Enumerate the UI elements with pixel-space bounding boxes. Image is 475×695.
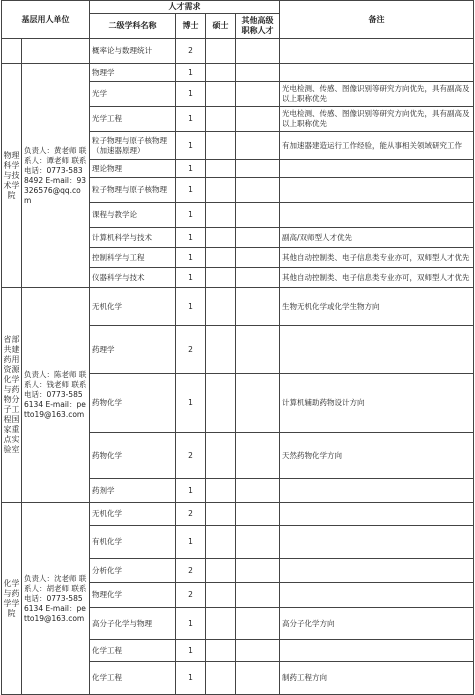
remark-cell: [280, 583, 474, 608]
master-count: [206, 160, 236, 178]
other-count: [236, 608, 280, 640]
discipline-cell: 仪器科学与技术: [90, 268, 176, 288]
remark-cell: 天然药物化学方向: [280, 433, 474, 479]
master-count: [206, 203, 236, 228]
discipline-cell: 药物化学: [90, 433, 176, 479]
table-row: [2, 288, 474, 326]
discipline-cell: 粒子物理与原子核物理（加速器原理）: [90, 132, 176, 160]
discipline-cell: 光学工程: [90, 107, 176, 132]
master-count: [206, 374, 236, 433]
remark-cell: 副高/双师型人才优先: [280, 228, 474, 248]
master-count: [206, 608, 236, 640]
phd-count: 2: [176, 503, 206, 526]
discipline-cell: 无机化学: [90, 288, 176, 326]
other-count: [236, 583, 280, 608]
other-count: [236, 326, 280, 374]
other-count: [236, 228, 280, 248]
master-count: [206, 132, 236, 160]
other-count: [236, 640, 280, 662]
other-count: [236, 107, 280, 132]
remark-cell: [280, 526, 474, 559]
other-count: [236, 203, 280, 228]
phd-count: 2: [176, 326, 206, 374]
talent-demand-table: [1, 0, 474, 695]
master-count: [206, 479, 236, 503]
phd-count: 2: [176, 559, 206, 583]
header-other: 其他高级职称人才: [236, 14, 280, 39]
phd-count: 2: [176, 583, 206, 608]
discipline-cell: 有机化学: [90, 526, 176, 559]
other-count: [236, 248, 280, 268]
remark-cell: [280, 178, 474, 203]
other-count: [236, 132, 280, 160]
header-unit: 基层用人单位: [2, 1, 90, 39]
phd-count: 1: [176, 608, 206, 640]
header-remark: 备注: [280, 1, 474, 39]
phd-count: 2: [176, 433, 206, 479]
discipline-cell: 药理学: [90, 326, 176, 374]
remark-cell: [280, 503, 474, 526]
phd-count: 2: [176, 39, 206, 64]
discipline-cell: 高分子化学与物理: [90, 608, 176, 640]
other-count: [236, 39, 280, 64]
discipline-cell: 光学: [90, 82, 176, 107]
other-count: [236, 64, 280, 82]
other-count: [236, 479, 280, 503]
other-count: [236, 559, 280, 583]
remark-cell: [280, 160, 474, 178]
phd-count: 1: [176, 107, 206, 132]
other-count: [236, 374, 280, 433]
remark-cell: 其他自动控制类、电子信息类专业亦可，双师型人才优先: [280, 248, 474, 268]
master-count: [206, 526, 236, 559]
unit-name: [2, 39, 22, 64]
master-count: [206, 583, 236, 608]
discipline-cell: 粒子物理与原子核物理: [90, 178, 176, 203]
remark-cell: [280, 326, 474, 374]
remark-cell: [280, 64, 474, 82]
remark-cell: [280, 640, 474, 662]
master-count: [206, 288, 236, 326]
unit-name: 省部共建药用资源化学与药物分子工程国家重点实验室: [2, 288, 22, 503]
unit-contact: 负责人：陈老师 联系人：钱老师 联系电话：0773-5856134 E-mail：petto19@163.com: [22, 288, 90, 503]
remark-cell: [280, 203, 474, 228]
discipline-cell: 理论物理: [90, 160, 176, 178]
other-count: [236, 82, 280, 107]
other-count: [236, 160, 280, 178]
remark-cell: 生物无机化学或化学生物方向: [280, 288, 474, 326]
discipline-cell: 概率论与数理统计: [90, 39, 176, 64]
discipline-cell: 无机化学: [90, 503, 176, 526]
table-row: [2, 503, 474, 526]
discipline-cell: 控制科学与工程: [90, 248, 176, 268]
remark-cell: 计算机辅助药物设计方向: [280, 374, 474, 433]
phd-count: 1: [176, 268, 206, 288]
header-phd: 博士: [176, 14, 206, 39]
discipline-cell: 药剂学: [90, 479, 176, 503]
master-count: [206, 248, 236, 268]
unit-name: 化学与药学学院: [2, 503, 22, 695]
master-count: [206, 107, 236, 132]
phd-count: 1: [176, 228, 206, 248]
master-count: [206, 64, 236, 82]
phd-count: 1: [176, 64, 206, 82]
discipline-cell: 药物化学: [90, 374, 176, 433]
phd-count: 1: [176, 288, 206, 326]
phd-count: 1: [176, 82, 206, 107]
other-count: [236, 433, 280, 479]
phd-count: 1: [176, 132, 206, 160]
discipline-cell: 化学工程: [90, 662, 176, 695]
remark-cell: [280, 39, 474, 64]
discipline-cell: 物理学: [90, 64, 176, 82]
phd-count: 1: [176, 526, 206, 559]
master-count: [206, 82, 236, 107]
other-count: [236, 526, 280, 559]
remark-cell: 高分子化学方向: [280, 608, 474, 640]
phd-count: 1: [176, 248, 206, 268]
phd-count: 1: [176, 479, 206, 503]
master-count: [206, 178, 236, 203]
remark-cell: 有加速器建造运行工作经验，能从事相关领域研究工作: [280, 132, 474, 160]
other-count: [236, 178, 280, 203]
remark-cell: 制药工程方向: [280, 662, 474, 695]
master-count: [206, 228, 236, 248]
phd-count: 1: [176, 374, 206, 433]
discipline-cell: 分析化学: [90, 559, 176, 583]
unit-contact: 负责人：沈老师 联系人：胡老师 联系电话：0773-5856134 E-mail：petto19@163.com: [22, 503, 90, 695]
master-count: [206, 326, 236, 374]
phd-count: 1: [176, 178, 206, 203]
header-discipline: 二级学科名称: [90, 14, 176, 39]
phd-count: 1: [176, 160, 206, 178]
header-need: 人才需求: [90, 1, 280, 14]
table-row: [2, 64, 474, 82]
master-count: [206, 39, 236, 64]
unit-name: 物理科学与技术学院: [2, 64, 22, 288]
other-count: [236, 288, 280, 326]
master-count: [206, 662, 236, 695]
master-count: [206, 433, 236, 479]
remark-cell: 光电检测、传感、图像识别等研究方向优先，具有副高及以上职称优先: [280, 107, 474, 132]
remark-cell: 其他自动控制类、电子信息类专业亦可，双师型人才优先: [280, 268, 474, 288]
discipline-cell: 计算机科学与技术: [90, 228, 176, 248]
discipline-cell: 课程与教学论: [90, 203, 176, 228]
remark-cell: [280, 559, 474, 583]
master-count: [206, 503, 236, 526]
master-count: [206, 640, 236, 662]
header-master: 硕士: [206, 14, 236, 39]
master-count: [206, 559, 236, 583]
remark-cell: [280, 479, 474, 503]
other-count: [236, 268, 280, 288]
phd-count: 1: [176, 203, 206, 228]
master-count: [206, 268, 236, 288]
other-count: [236, 662, 280, 695]
phd-count: 1: [176, 640, 206, 662]
discipline-cell: 化学工程: [90, 640, 176, 662]
discipline-cell: 物理化学: [90, 583, 176, 608]
other-count: [236, 503, 280, 526]
phd-count: 1: [176, 662, 206, 695]
unit-contact: [22, 39, 90, 64]
table-row: [2, 39, 474, 64]
remark-cell: 光电检测、传感、图像识别等研究方向优先，具有副高及以上职称优先: [280, 82, 474, 107]
unit-contact: 负责人：黄老师 联系人：谭老师 联系电话：0773-5838492 E-mail：93326576@qq.com: [22, 64, 90, 288]
